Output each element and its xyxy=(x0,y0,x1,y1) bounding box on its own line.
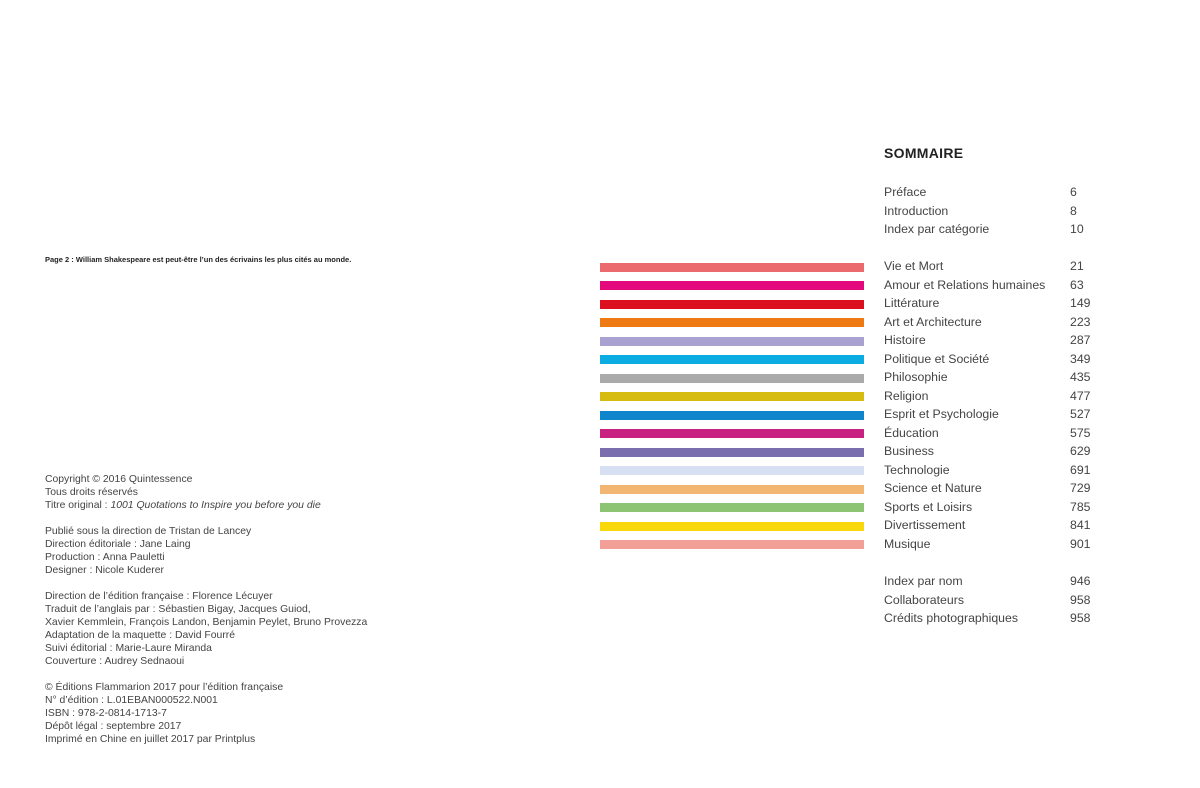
toc-entry-label: Musique xyxy=(884,536,931,551)
toc-entry-education[interactable] xyxy=(884,424,1114,443)
color-bar-histoire xyxy=(600,337,864,346)
toc-entry-page: 149 xyxy=(1070,296,1091,310)
french-direction-line: Direction de l’édition française : Florence Lécuyer xyxy=(45,591,273,602)
color-bar-vie-et-mort xyxy=(600,263,864,272)
toc-entry-page: 901 xyxy=(1070,536,1091,551)
toc-entry-page: 63 xyxy=(1070,277,1084,292)
toc-entry-page: 349 xyxy=(1070,351,1091,366)
rights-line: Tous droits réservés xyxy=(45,487,138,498)
color-bar-esprit xyxy=(600,411,864,420)
toc-entry-page: 527 xyxy=(1070,407,1091,421)
toc-entry-page: 477 xyxy=(1070,388,1091,403)
toc-entry-page: 10 xyxy=(1070,222,1084,236)
translators-line-1: Traduit de l’anglais par : Sébastien Bigay, Jacques Guiod, xyxy=(45,604,311,615)
toc-entry-label: Vie et Mort xyxy=(884,259,944,273)
photo-caption: Page 2 : William Shakespeare est peut-être l’un des écrivains les plus cités au monde. xyxy=(45,255,352,264)
flammarion-line: © Éditions Flammarion 2017 pour l’édition française xyxy=(45,682,284,693)
toc-entry-page: 729 xyxy=(1070,481,1091,495)
editorial-line: Direction éditoriale : Jane Laing xyxy=(45,539,191,550)
toc-entry-page: 21 xyxy=(1070,259,1084,273)
toc-entry-label: Religion xyxy=(884,388,929,403)
credits-group xyxy=(45,525,465,577)
toc-entry-label: Amour et Relations humaines xyxy=(884,277,1046,292)
toc-title: SOMMAIRE xyxy=(884,145,964,161)
publisher-group xyxy=(45,681,465,746)
original-title-label: Titre original : xyxy=(45,500,111,511)
published-line: Publié sous la direction de Tristan de Lancey xyxy=(45,526,252,537)
translators-line-2: Xavier Kemmlein, François Landon, Benjamin Peylet, Bruno Provezza xyxy=(45,617,368,628)
toc-entry-label: Esprit et Psychologie xyxy=(884,407,999,421)
cover-line: Couverture : Audrey Sednaoui xyxy=(45,656,185,667)
color-bar-education xyxy=(600,429,864,438)
toc-entry-introduction[interactable] xyxy=(884,202,1114,221)
toc-entry-label: Business xyxy=(884,444,934,458)
toc-entry-page: 575 xyxy=(1070,425,1091,440)
toc-entry-science[interactable] xyxy=(884,479,1114,498)
toc-entry-label: Science et Nature xyxy=(884,481,982,495)
toc-entry-label: Politique et Société xyxy=(884,351,990,366)
french-edition-group xyxy=(45,590,465,668)
toc-entry-page: 958 xyxy=(1070,592,1091,607)
legal-deposit-line: Dépôt légal : septembre 2017 xyxy=(45,721,182,732)
toc-entry-page: 841 xyxy=(1070,518,1091,532)
toc-entry-page: 946 xyxy=(1070,574,1091,588)
printed-line: Imprimé en Chine en juillet 2017 par Printplus xyxy=(45,734,256,745)
toc-entry-art[interactable] xyxy=(884,313,1114,332)
toc-entry-esprit[interactable] xyxy=(884,405,1114,424)
toc-entry-technologie[interactable] xyxy=(884,461,1114,480)
toc-entry-category-index[interactable] xyxy=(884,220,1114,239)
toc-entry-histoire[interactable] xyxy=(884,331,1114,350)
toc-entry-name-index[interactable] xyxy=(884,572,1114,591)
toc-entry-page: 435 xyxy=(1070,370,1091,384)
original-title-line xyxy=(45,499,465,512)
production-line: Production : Anna Pauletti xyxy=(45,552,165,563)
color-bar-musique xyxy=(600,540,864,549)
toc-entry-litterature[interactable] xyxy=(884,294,1114,313)
toc-entry-label: Éducation xyxy=(884,425,939,440)
color-bar-divertissement xyxy=(600,522,864,531)
toc-entry-sports[interactable] xyxy=(884,498,1114,517)
toc-entry-label: Technologie xyxy=(884,462,950,477)
follow-up-line: Suivi éditorial : Marie-Laure Miranda xyxy=(45,643,212,654)
toc-entry-page: 958 xyxy=(1070,611,1091,625)
toc-entry-amour[interactable] xyxy=(884,276,1114,295)
color-bar-politique xyxy=(600,355,864,364)
toc-entry-page: 629 xyxy=(1070,444,1091,458)
toc-entry-label: Art et Architecture xyxy=(884,314,982,329)
toc-entry-religion[interactable] xyxy=(884,387,1114,406)
toc-entry-musique[interactable] xyxy=(884,535,1114,554)
toc-entry-politique[interactable] xyxy=(884,350,1114,369)
copyright-group xyxy=(45,473,465,512)
color-bar-sports xyxy=(600,503,864,512)
imprint-block xyxy=(45,473,465,759)
toc-entry-page: 691 xyxy=(1070,462,1091,477)
toc-entry-page: 287 xyxy=(1070,333,1091,347)
toc-entry-philosophie[interactable] xyxy=(884,368,1114,387)
toc-entry-label: Index par catégorie xyxy=(884,222,990,236)
toc-entry-label: Crédits photographiques xyxy=(884,611,1018,625)
layout-line: Adaptation de la maquette : David Fourré xyxy=(45,630,236,641)
copyright-line: Copyright © 2016 Quintessence xyxy=(45,474,193,485)
toc-entry-label: Philosophie xyxy=(884,370,948,384)
isbn-line: ISBN : 978-2-0814-1713-7 xyxy=(45,708,167,719)
color-bar-litterature xyxy=(600,300,864,309)
toc-entry-label: Littérature xyxy=(884,296,940,310)
toc-entry-label: Histoire xyxy=(884,333,926,347)
color-bar-religion xyxy=(600,392,864,401)
toc-entry-contributors[interactable] xyxy=(884,591,1114,610)
toc-entry-page: 8 xyxy=(1070,203,1077,218)
original-title: 1001 Quotations to Inspire you before you die xyxy=(110,500,321,511)
toc-entry-business[interactable] xyxy=(884,442,1114,461)
toc-entry-divertissement[interactable] xyxy=(884,516,1114,535)
toc-entry-page: 223 xyxy=(1070,314,1091,329)
toc-entry-label: Collaborateurs xyxy=(884,592,964,607)
color-bar-technologie xyxy=(600,466,864,475)
toc-entry-page: 6 xyxy=(1070,185,1077,199)
edition-number-line: N° d’édition : L.01EBAN000522.N001 xyxy=(45,695,218,706)
color-bar-science xyxy=(600,485,864,494)
color-bar-business xyxy=(600,448,864,457)
designer-line: Designer : Nicole Kuderer xyxy=(45,565,164,576)
toc-entry-label: Préface xyxy=(884,185,927,199)
toc-entry-label: Sports et Loisirs xyxy=(884,499,973,514)
toc-entry-vie-et-mort[interactable] xyxy=(884,257,1114,276)
toc-entry-page: 785 xyxy=(1070,499,1091,514)
color-bar-philosophie xyxy=(600,374,864,383)
toc-entry-label: Index par nom xyxy=(884,574,963,588)
color-bar-amour xyxy=(600,281,864,290)
toc-entry-photo-credits[interactable] xyxy=(884,609,1114,628)
color-bar-art xyxy=(600,318,864,327)
toc-entry-label: Introduction xyxy=(884,203,949,218)
toc-entry-label: Divertissement xyxy=(884,518,966,532)
toc-entry-preface[interactable] xyxy=(884,183,1114,202)
